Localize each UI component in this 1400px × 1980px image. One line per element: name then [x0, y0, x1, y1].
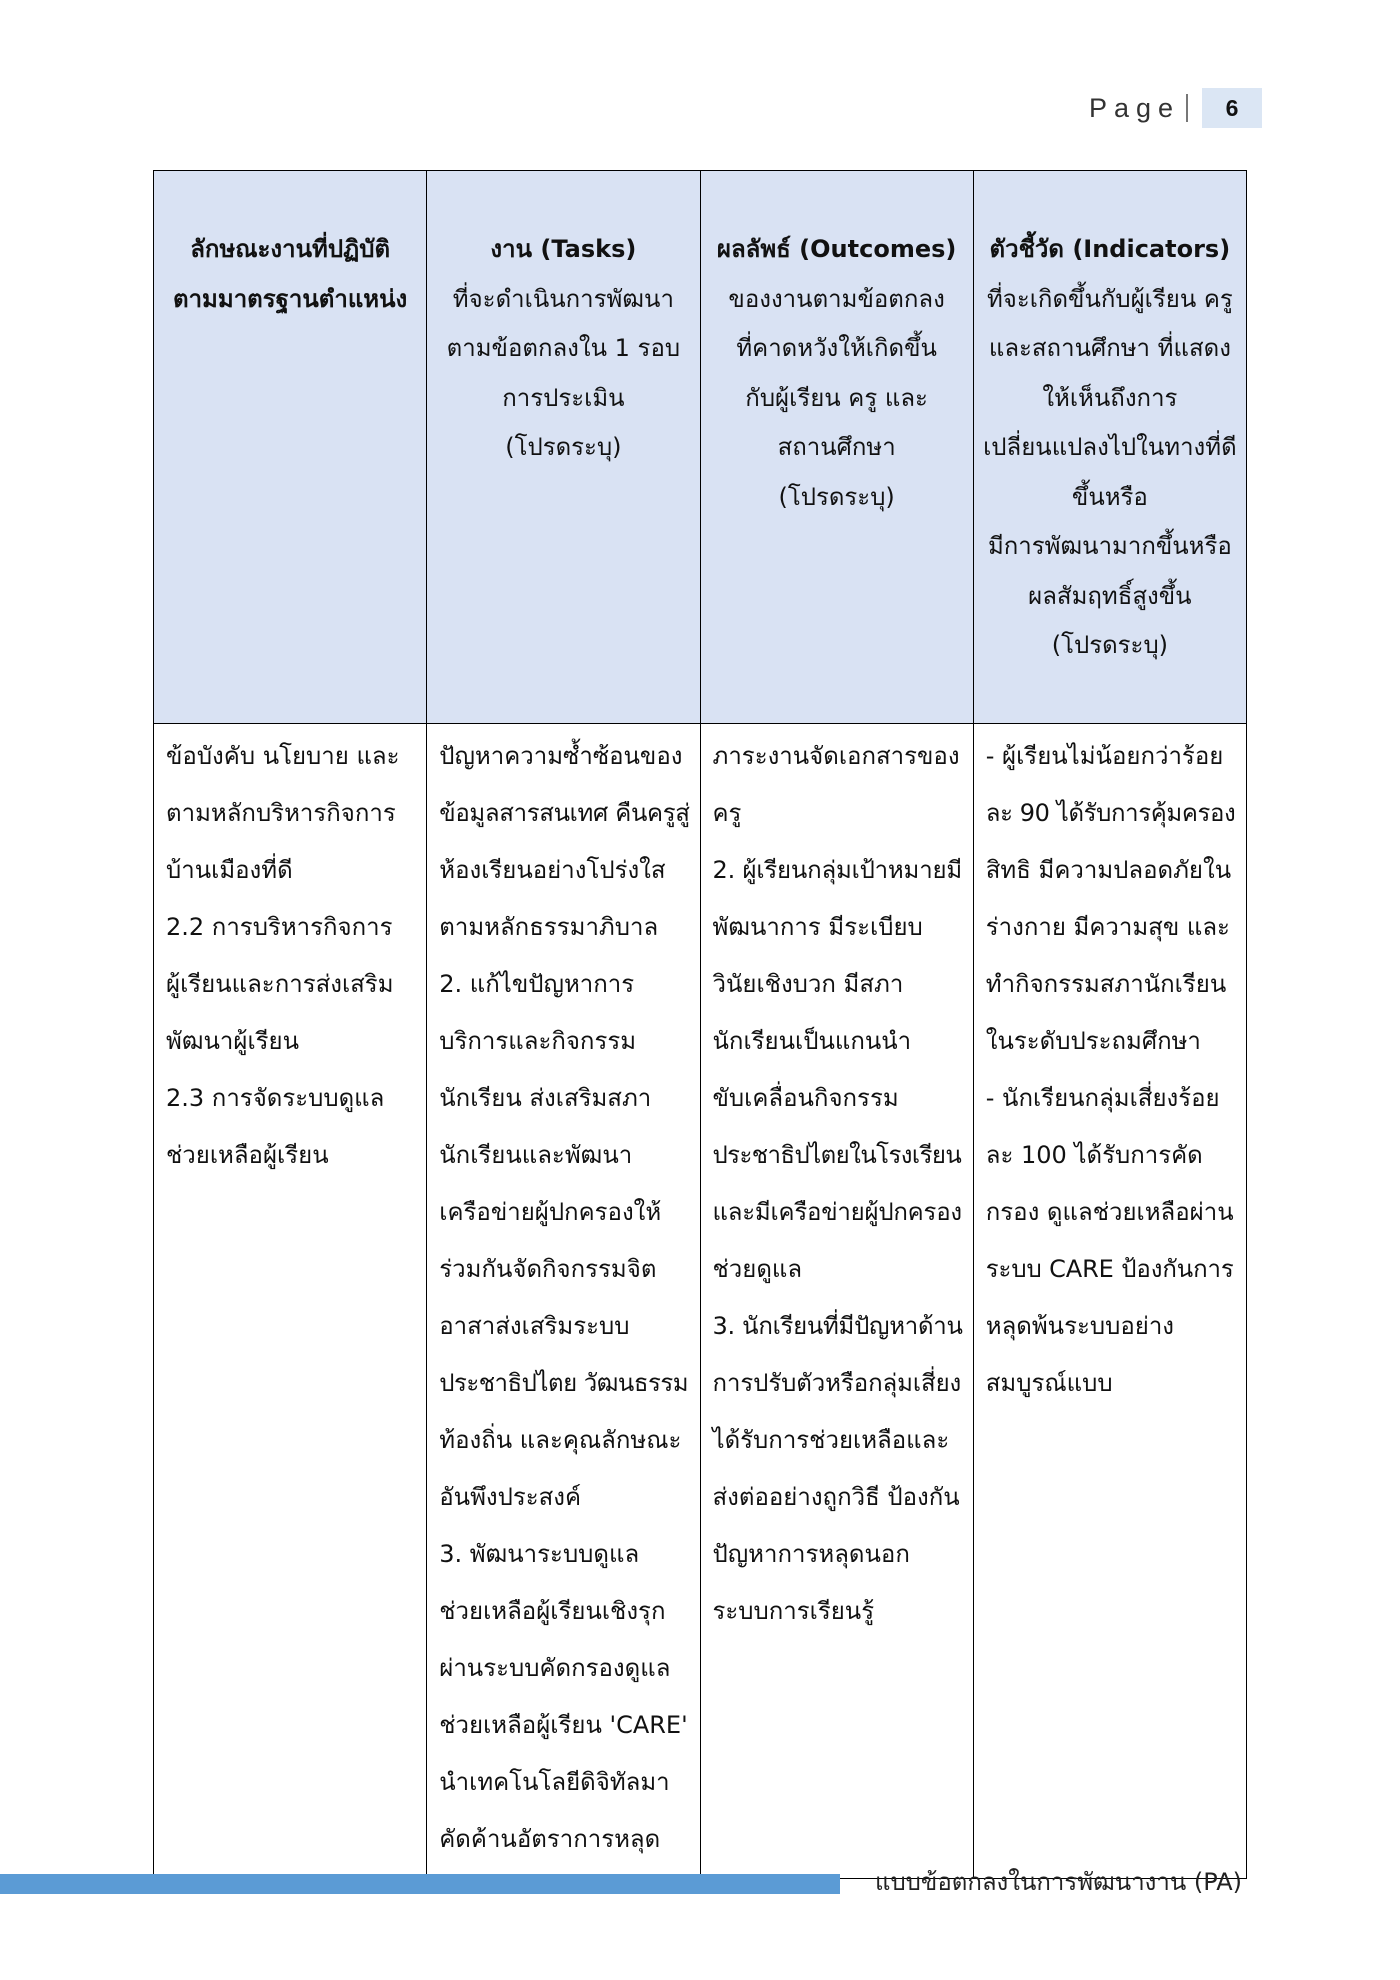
- header-line: ที่คาดหวังให้เกิดขึ้น: [736, 334, 937, 362]
- cell-line: สิทธิ มีความปลอดภัยใน: [985, 856, 1232, 884]
- cell-line: ตามหลักธรรมาภิบาล: [439, 913, 659, 941]
- header-cell-indicators: [973, 171, 1246, 724]
- header-line: มีการพัฒนามากขึ้นหรือ: [987, 532, 1232, 560]
- cell-line: ละ 100 ได้รับการคัด: [985, 1141, 1203, 1169]
- cell-line: 2.2 การบริหารกิจการ: [166, 913, 393, 941]
- cell-line: - นักเรียนกลุ่มเสี่ยงร้อย: [985, 1084, 1220, 1112]
- cell-line: ร่างกาย มีความสุข และ: [985, 913, 1230, 941]
- cell-line: ปัญหาความซ้ำซ้อนของ: [439, 742, 683, 770]
- cell-line: อันพึงประสงค์: [439, 1483, 582, 1511]
- cell-line: วินัยเชิงบวก มีสภา: [712, 970, 904, 998]
- cell-line: ข้อมูลสารสนเทศ คืนครูสู่: [439, 799, 690, 827]
- cell-line: ละ 90 ได้รับการคุ้มครอง: [985, 799, 1236, 827]
- cell-line: ได้รับการช่วยเหลือและ: [712, 1426, 950, 1454]
- cell-line: นักเรียน ส่งเสริมสภา: [439, 1084, 652, 1112]
- cell-line: 3. พัฒนาระบบดูแล: [439, 1540, 640, 1568]
- cell-line: ระบบ CARE ป้องกันการ: [985, 1255, 1234, 1283]
- cell-line: ภาระงานจัดเอกสารของ: [712, 742, 960, 770]
- header-line: ตามข้อตกลงใน 1 รอบ: [446, 334, 681, 362]
- cell-line: 3. นักเรียนที่มีปัญหาด้าน: [712, 1312, 963, 1340]
- header-line: ให้เห็นถึงการ: [1042, 383, 1178, 412]
- cell-line: นักเรียนเป็นแกนนำ: [712, 1027, 912, 1055]
- header-line: การประเมิน: [502, 383, 625, 412]
- cell-line: อาสาส่งเสริมระบบ: [439, 1312, 630, 1340]
- header-line: (โปรดระบุ): [1051, 631, 1169, 659]
- cell-line: 2. ผู้เรียนกลุ่มเป้าหมายมี: [712, 856, 962, 884]
- cell-line: บ้านเมืองที่ดี: [166, 856, 293, 884]
- cell-line: ทำกิจกรรมสภานักเรียน: [985, 970, 1227, 998]
- cell-indicators: [973, 724, 1246, 1879]
- header-line: ที่จะเกิดขึ้นกับผู้เรียน ครู: [986, 284, 1233, 313]
- header-line: งาน (Tasks): [490, 235, 637, 263]
- header-line: สถานศึกษา: [777, 433, 896, 461]
- cell-line: พัฒนาการ มีระเบียบ: [712, 913, 923, 941]
- cell-line: พัฒนาผู้เรียน: [166, 1027, 300, 1055]
- cell-line: ข้อบังคับ นโยบาย และ: [166, 742, 400, 770]
- cell-line: ระบบการเรียนรู้: [712, 1597, 875, 1625]
- cell-line: ห้องเรียนอย่างโปร่งใส: [439, 856, 666, 884]
- header-cell-outcomes: [700, 171, 973, 724]
- cell-line: และมีเครือข่ายผู้ปกครอง: [712, 1198, 962, 1226]
- cell-line: - ผู้เรียนไม่น้อยกว่าร้อย: [985, 742, 1224, 770]
- header-line: และสถานศึกษา ที่แสดง: [988, 334, 1231, 362]
- cell-line: ช่วยเหลือผู้เรียน 'CARE': [439, 1711, 688, 1739]
- cell-line: ผ่านระบบคัดกรองดูแล: [439, 1654, 671, 1682]
- cell-line: ประชาธิปไตยในโรงเรียน: [712, 1141, 962, 1169]
- page-separator: [1186, 94, 1188, 122]
- header-line: ผลสัมฤทธิ์สูงขึ้น: [1028, 581, 1192, 610]
- cell-line: ช่วยเหลือผู้เรียน: [166, 1141, 329, 1169]
- cell-line: คัดค้านอัตราการหลุด: [439, 1825, 661, 1853]
- cell-line: สมบูรณ์แบบ: [985, 1369, 1113, 1397]
- pa-agreement-table: [153, 170, 1247, 1879]
- header-cell-work-characteristics: [154, 171, 427, 724]
- cell-line: ประชาธิปไตย วัฒนธรรม: [439, 1369, 689, 1397]
- cell-line: ปัญหาการหลุดนอก: [712, 1540, 910, 1568]
- cell-line: ผู้เรียนและการส่งเสริม: [166, 970, 394, 998]
- cell-line: หลุดพ้นระบบอย่าง: [985, 1312, 1175, 1340]
- header-line: ลักษณะงานที่ปฏิบัติ: [190, 235, 391, 263]
- cell-line: การปรับตัวหรือกลุ่มเสี่ยง: [712, 1369, 962, 1397]
- cell-line: ครู: [712, 799, 742, 827]
- page-header: [1089, 88, 1262, 128]
- header-line: (โปรดระบุ): [505, 433, 622, 461]
- header-line: เปลี่ยนแปลงไปในทางที่ดี: [983, 433, 1237, 461]
- cell-line: นำเทคโนโลยีดิจิทัลมา: [439, 1768, 670, 1796]
- cell-line: ส่งต่ออย่างถูกวิธี ป้องกัน: [712, 1483, 960, 1511]
- table-header-row: [154, 171, 1247, 724]
- header-cell-tasks: [427, 171, 700, 724]
- cell-line: เครือข่ายผู้ปกครองให้: [439, 1198, 662, 1226]
- header-line: ของงานตามข้อตกลง: [728, 284, 945, 313]
- page-number: 6: [1202, 88, 1262, 128]
- cell-line: ช่วยเหลือผู้เรียนเชิงรุก: [439, 1597, 666, 1625]
- cell-line: ท้องถิ่น และคุณลักษณะ: [439, 1426, 682, 1454]
- cell-line: ร่วมกันจัดกิจกรรมจิต: [439, 1255, 657, 1283]
- header-line: ตามมาตรฐานตำแหน่ง: [172, 284, 408, 313]
- cell-line: ช่วยดูแล: [712, 1255, 803, 1283]
- cell-line: ขับเคลื่อนกิจกรรม: [712, 1084, 899, 1112]
- footer-bar: [0, 1874, 840, 1894]
- header-line: ผลลัพธ์ (Outcomes): [716, 235, 957, 263]
- page-label: Page: [1088, 92, 1180, 123]
- cell-line: นักเรียนและพัฒนา: [439, 1141, 633, 1169]
- header-line: ขึ้นหรือ: [1071, 482, 1148, 511]
- header-line: ตัวชี้วัด (Indicators): [989, 235, 1231, 263]
- cell-line: 2.3 การจัดระบบดูแล: [166, 1084, 385, 1112]
- cell-line: กรอง ดูแลช่วยเหลือผ่าน: [985, 1198, 1234, 1226]
- header-line: กับผู้เรียน ครู และ: [745, 383, 928, 412]
- cell-line: ตามหลักบริหารกิจการ: [166, 799, 396, 827]
- footer-title: แบบข้อตกลงในการพัฒนางาน (PA): [874, 1868, 1242, 1896]
- cell-outcomes: [700, 724, 973, 1879]
- cell-work-characteristics: [154, 724, 427, 1879]
- header-line: (โปรดระบุ): [778, 482, 895, 511]
- table-row: [154, 724, 1247, 1879]
- cell-line: บริการและกิจกรรม: [439, 1027, 637, 1055]
- header-line: ที่จะดำเนินการพัฒนา: [452, 284, 674, 313]
- cell-line: ในระดับประถมศึกษา: [985, 1027, 1201, 1055]
- cell-line: 2. แก้ไขปัญหาการ: [439, 970, 635, 998]
- cell-tasks: [427, 724, 700, 1879]
